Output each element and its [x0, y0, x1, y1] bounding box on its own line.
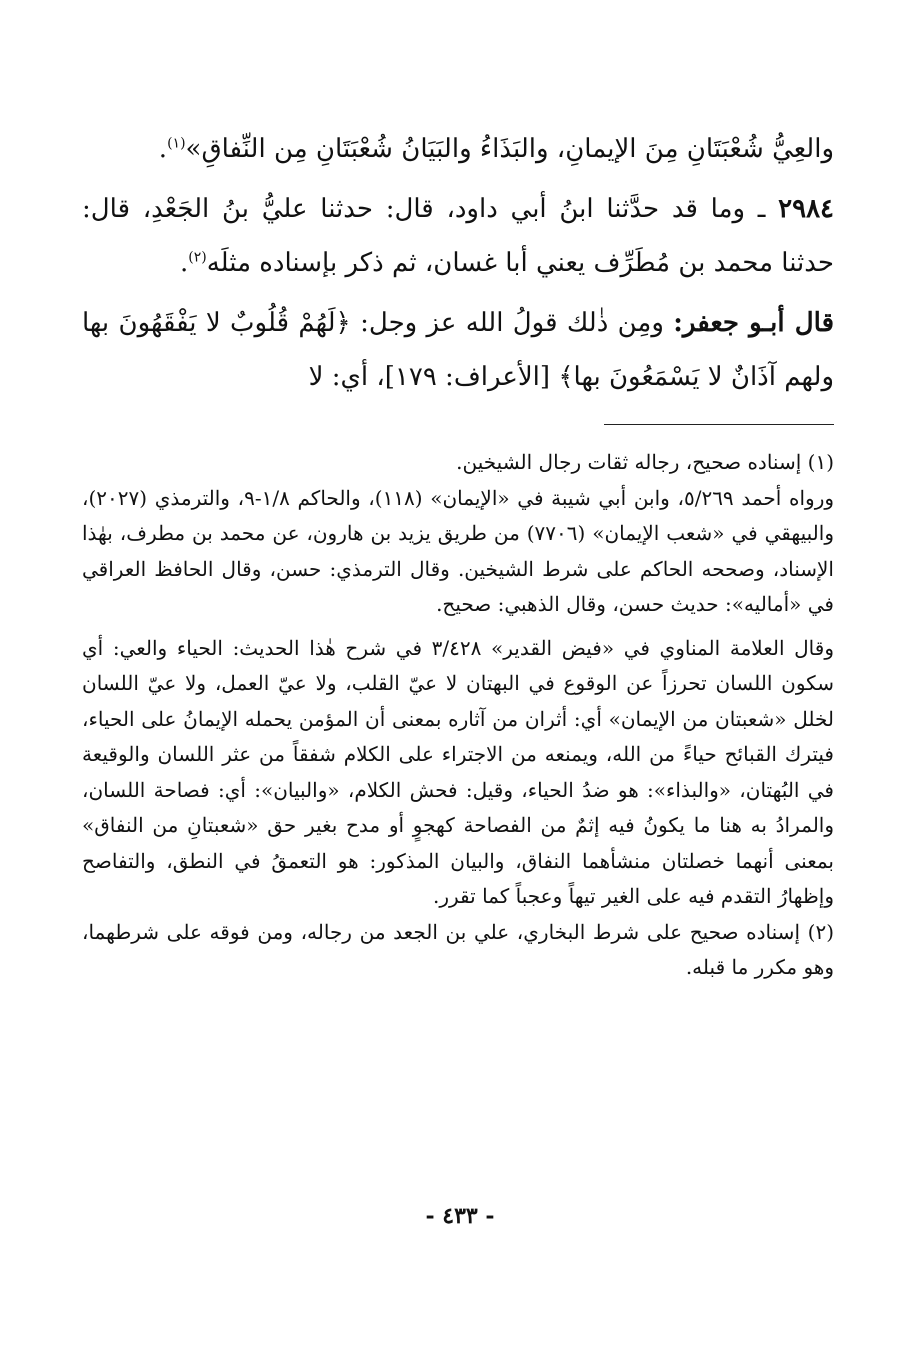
isnad-text: ـ وما قد حدَّثنا ابنُ أبي داود، قال: حدثنا عليُّ بنُ الجَعْدِ، قال: حدثنا محمد بن مُطَرِّف يعني أبا غسان، ثم ذكر بإسناده مثلَه — [82, 194, 834, 278]
page-number: - ٤٣٣ - — [425, 1203, 495, 1229]
footnote-1-line-1: (١) إسناده صحيح، رجاله ثقات رجال الشيخين. — [456, 450, 834, 474]
hadith-text: والعِيُّ شُعْبَتَانِ مِنَ الإيمانِ، والبَذَاءُ والبَيَانُ شُعْبَتَانِ مِن النِّفاقِ» — [185, 134, 834, 164]
main-paragraph-3 — [82, 296, 834, 404]
footnote-ref-2[interactable]: (٢) — [188, 249, 207, 266]
footnote-2: (٢) إسناده صحيح على شرط البخاري، علي بن الجعد من رجاله، ومن فوقه على شرطهما، وهو مكرر ما قبله. — [82, 919, 834, 979]
commentary-text: ومِن ذٰلك قولُ الله عز وجل: ﴿لَهُمْ قُلُوبٌ لا يَفْقَهُونَ بها ولهم آذَانٌ لا يَسْمَعُونَ بها﴾ [الأعراف: ١٧٩]، أي: لا — [82, 308, 834, 392]
main-paragraph-1 — [82, 122, 834, 176]
footnote-1-paragraph-2: ورواه أحمد ٥/٢٦٩، وابن أبي شيبة في «الإيمان» (١١٨)، والحاكم ١/٨-٩، والترمذي (٢٠٢٧)، والبيهقي في «شعب الإيمان» (٧٧٠٦) من طريق يزيد بن هارون، عن محمد بن مطرف، بهٰذا الإسناد، وصححه الحاكم على شرط الشيخين. وقال الترمذي: حسن، وقال الحافظ العراقي في «أماليه»: حديث حسن، وقال الذهبي: صحيح. — [82, 485, 835, 616]
footnote-separator — [604, 424, 834, 425]
main-text — [82, 122, 834, 404]
footnote-ref-1[interactable]: (١) — [167, 135, 186, 152]
end-punctuation: . — [158, 134, 168, 164]
main-paragraph-2 — [82, 182, 834, 290]
hadith-number: ٢٩٨٤ — [778, 194, 835, 224]
end-punctuation: . — [179, 248, 189, 278]
footnote-1-paragraph-3: وقال العلامة المناوي في «فيض القدير» ٣/٤٢٨ في شرح هٰذا الحديث: الحياء والعي: أي سكون اللسان تحرزاً عن الوقوع في البهتان لا عيّ القلب، ولا عيّ العمل، ولا عيّ اللسان لخلل «شعبتان من الإيمان» أي: أثران من آثاره بمعنى أن المؤمن يحمله الإيمانُ على الحياء، فيترك القبائح حياءً من الله، ويمنعه من الاجتراء على الكلام شفقاً من عثر اللسان والوقيعة في البُهتان، «والبذاء»: هو ضدُ الحياء، وقيل: فحش الكلام، «والبيان»: أي: فصاحة اللسان، والمرادُ به هنا ما يكونُ فيه إثمٌ من الفصاحة كهجوٍ أو مدح بغير حق «شعبتانِ من النفاق» بمعنى أنهما خصلتان منشأهما النفاق، والبيان المذكور: هو التعمقُ في النطق، والتفاصح وإظهارُ التقدم فيه على الغير تيهاً وعجباً كما تقرر. — [82, 635, 834, 908]
footnotes — [82, 445, 834, 986]
speaker-label: قال أبـو جعفر: — [673, 308, 835, 338]
